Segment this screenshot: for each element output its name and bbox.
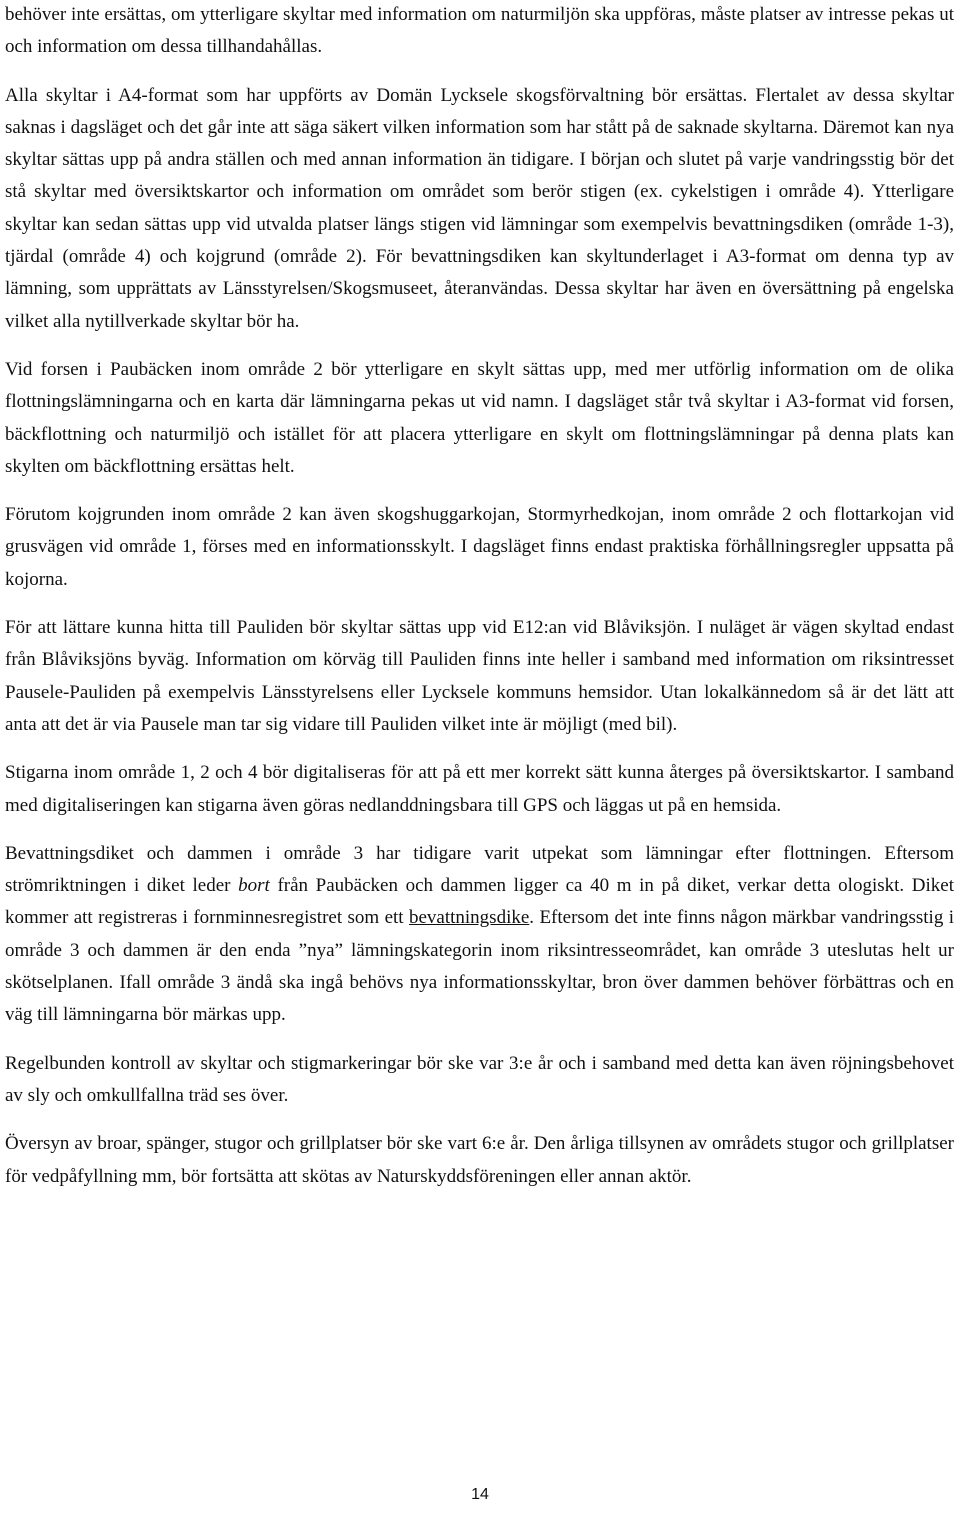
paragraph-8: Regelbunden kontroll av skyltar och stigmarkeringar bör ske var 3:e år och i samband med detta kan även röjningsbehovet av sly och omkullfallna träd ses över. <box>5 1052 954 1106</box>
page-number: 14 <box>471 1486 489 1503</box>
paragraph-3: Vid forsen i Paubäcken inom område 2 bör ytterligare en skylt sättas upp, med mer utförlig information om de olika flottningslämningarna och en karta där lämningarna pekas ut vid namn. I dagsläget står två skyltar i A3-format vid forsen, bäckflottning och naturmiljö och istället för att placera ytterligare en skylt om flottningslämningar på denna plats kan skylten om bäckflottning ersättas helt. <box>5 358 954 477</box>
paragraph-5: För att lättare kunna hitta till Pauliden bör skyltar sättas upp vid E12:an vid Blåviksjön. I nuläget är vägen skyltad endast från Blåviksjöns byväg. Information om körväg till Pauliden finns inte heller i samband med information om riksintresset Pausele-Pauliden på exempelvis Länsstyrelsens eller Lycksele kommuns hemsidor. Utan lokalkännedom så är det lätt att anta att det är via Pausele man tar sig vidare till Pauliden vilket inte är möjligt (med bil). <box>5 617 954 735</box>
paragraph-7-part-b: från Paubäcken och dammen ligger ca 40 m in på diket, verkar detta ologiskt. Diket kommer att registreras i fornminnesregistret som ett <box>5 875 954 929</box>
paragraph-6: Stigarna inom område 1, 2 och 4 bör digitaliseras för att på ett mer korrekt sätt kunna återges på översiktskartor. I samband med digitaliseringen kan stigarna även göras nedlanddningsbara till GPS och läggas ut på en hemsida. <box>5 762 954 816</box>
paragraph-7-part-a: Bevattningsdiket och dammen i område 3 har tidigare varit utpekat som lämningar efter flottningen. Eftersom strömriktningen i diket leder <box>5 842 954 897</box>
paragraph-7 <box>5 838 954 1032</box>
paragraph-2: Alla skyltar i A4-format som har uppförts av Domän Lycksele skogsförvaltning bör ersättas. Flertalet av dessa skyltar saknas i dagsläget och det går inte att säga säkert vilken information som har stått på de saknade skyltarna. Däremot kan nya skyltar sättas upp på andra ställen och med annan information än tidigare. I början och slutet på varje vandringsstig bör det stå skyltar med översiktskartor och information om området som berör stigen (ex. cykelstigen i område 4). Ytterligare skyltar kan sedan sättas upp vid utvalda platser längs stigen vid lämningar som exempelvis bevattningsdiken (område 1-3), tjärdal (område 4) och kojgrund (område 2). För bevattningsdiken kan skyltunderlaget i A3-format om denna typ av lämning, som upprättats av Länsstyrelsen/Skogsmuseet, återanvändas. Dessa skyltar har även en översättning på engelska vilket alla nytillverkade skyltar bör ha. <box>5 84 954 332</box>
paragraph-7-part-c: . Eftersom det inte finns någon märkbar vandringsstig i område 3 och dammen är den enda ”nya” lämningskategorin inom riksintresseområdet, kan område 3 uteslutas helt ur skötselplanen. Ifall område 3 ändå ska ingå behövs nya informationsskyltar, bron över dammen behöver förbättras och en väg till lämningarna bör märkas upp. <box>5 907 954 1026</box>
italic-word: bort <box>238 875 270 897</box>
underlined-word: bevattningsdike <box>408 907 530 929</box>
paragraph-9: Översyn av broar, spänger, stugor och grillplatser bör ske vart 6:e år. Den årliga tillsynen av områdets stugor och grillplatser för vedpåfyllning mm, bör fortsätta att skötas av Naturskyddsföreningen eller annan aktör. <box>5 1133 954 1187</box>
paragraph-1: behöver inte ersättas, om ytterligare skyltar med information om naturmiljön ska uppföras, måste platser av intresse pekas ut och information om dessa tillhandahållas. <box>5 4 954 58</box>
paragraph-4: Förutom kojgrunden inom område 2 kan även skogshuggarkojan, Stormyrhedkojan, inom område 2 och flottarkojan vid grusvägen vid område 1, förses med en informationsskylt. I dagsläget finns endast praktiska förhållningsregler uppsatta på kojorna. <box>5 504 954 590</box>
